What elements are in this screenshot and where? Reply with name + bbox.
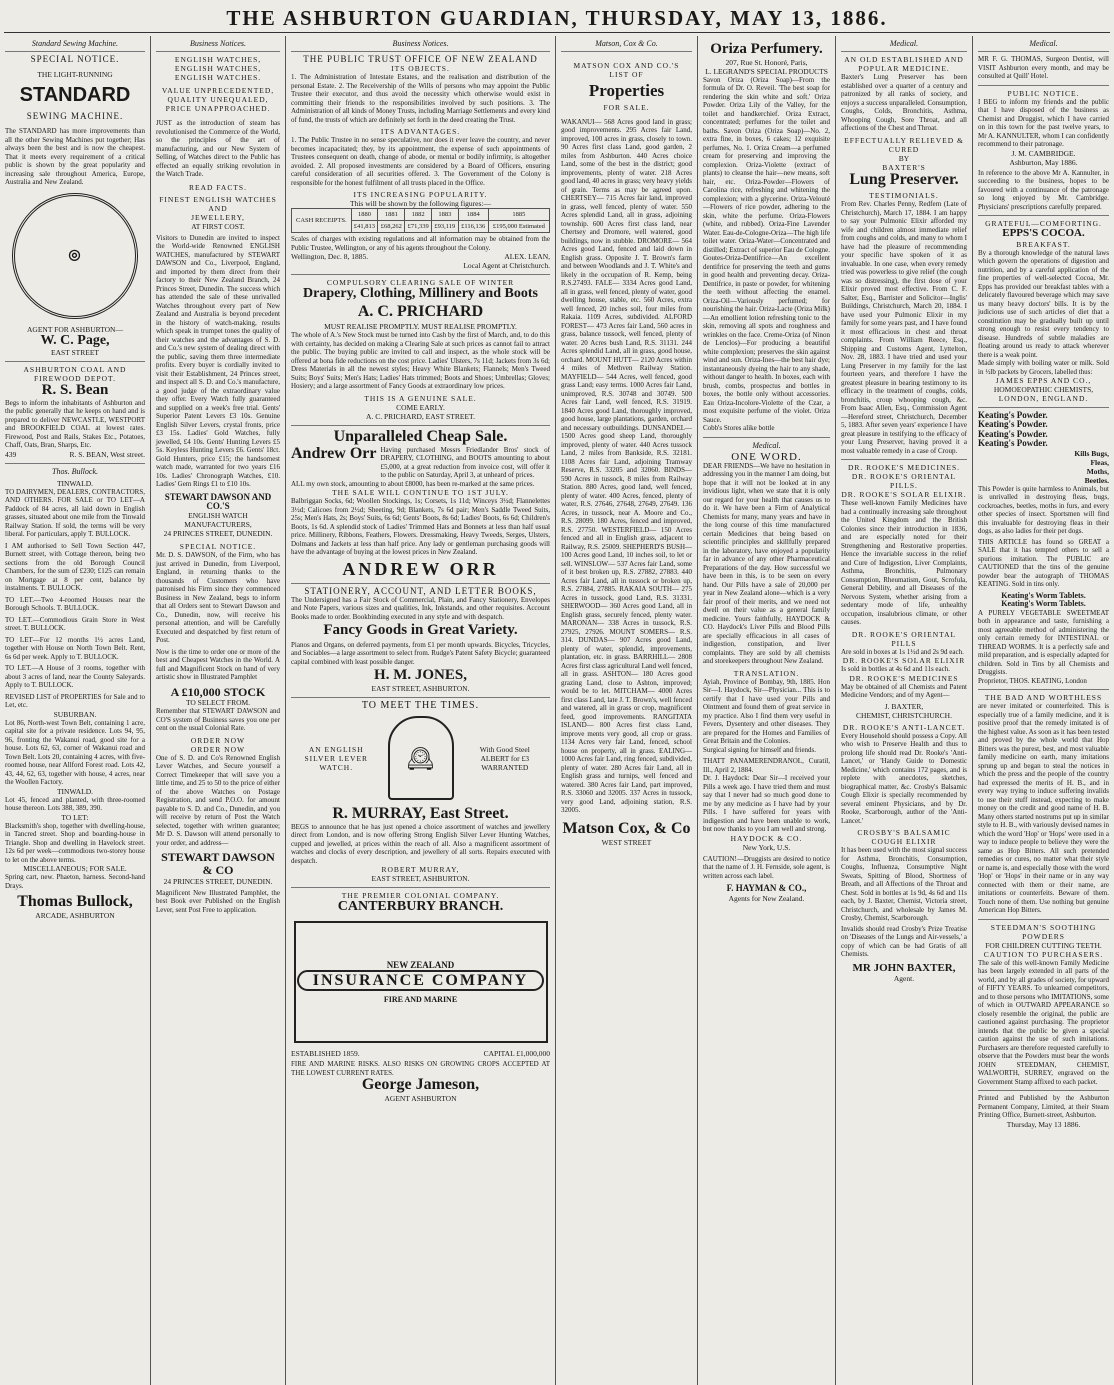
oriza-sub: L. LEGRAND'S SPECIAL PRODUCTS (705, 66, 828, 76)
stationery-heading: STATIONERY, ACCOUNT, AND LETTER BOOKS, (304, 585, 537, 596)
advantages-heading: ITS ADVANTAGES. (380, 127, 461, 136)
jones-ad (291, 583, 550, 698)
murray-sig-2: EAST STREET, ASHBURTON. (371, 874, 470, 884)
anti-lancet-body: Every Household should possess a Copy. All who wish to Preserve Health and thus to prolong life should read Dr. Rooke's 'Anti-Lancet,' or 'Handy Guide to Domestic Medicine,' which contains 172 pages, and is replete with anecdotes, sketches, biographical matter, &c. Crosby's Balsamic Cough Elixir is specially recommended by several eminent Physicians, and by Dr. Rooke, Scarborough, author of the 'Anti-Lancet.' (841, 731, 967, 825)
moths: Moths, (1086, 466, 1109, 476)
public-trust-ad (291, 51, 550, 274)
grateful: GRATEFUL—COMFORTING. (985, 219, 1102, 228)
haydock-ad (703, 437, 830, 907)
orr-side-body: Having purchased Messrs Friedlander Bros' stock of DRAPERY, CLOTHING, and BOOTS amounting to about £5,000, at a great reduction from invoice cost, will offer it to the public on Saturday, April 3, at unheard of prices. (380, 445, 550, 480)
stock-heading: A £10,000 STOCK (170, 684, 266, 699)
old-established: AN OLD ESTABLISHED AND POPULAR MEDICINE. (844, 55, 964, 73)
one-word: ONE WORD. (731, 450, 802, 463)
must-realise: MUST REALISE PROMPTLY. MUST REALISE PROMPTLY. (324, 322, 517, 332)
imprint-date: Thursday, May 13 1886. (1006, 1119, 1081, 1129)
properties-body: WAKANUI— 568 Acres good land in grass; good improvements. 295 Acres fair Land, improved, 100 acres in grass, closely to town. 90 Acres first class Land, good garden, 2 miles from Ashburton. 440 Acres choice Land, some of the best in the district; good improvements, plenty of water. 218 Acres good land, 40 acres in grass; very heavy yields of grain. Terms as may be agreed upon. CHERTSEY— 715 Acres fair land, improved in grass, well fenced, plenty of water. 550 Acres splendid Land, all in grass, adjoining township. 600 Acres first class land, near Chertsey and Dromore, well watered, good buildings, now in stubble. DROMORE— 564 Acres good Land, fenced and laid down in English grass. Opposite J. T. Brown's farm and between Woodlands and J. T. White's and likely in the occupation of R. Kemp, being R.S.27493. FALE— 3334 Acres good Land, all in grass, well fenced, plenty of water, good dwelling house, stable, etc. 560 Acres, extra well fenced, 20 inches soil, four miles from Rakaia. 1109 Acres, subdivided. ALFORD FOREST— 473 Acres fair Land, 560 acres in grass, balance tussock, well fenced, plenty of water. 20 Acres bush Land, R.S. 31131. 244 Acres splendid Land, all in grass, good house, orchard. MOUNT HUTT— 2120 Acres within 4 miles of Methven Railway Station. MAYFIELD— 544 Acres, well fenced, good grass Land; easy terms. 1000 Acres fair Land, unimproved, R.S. 30748 and 30749. 500 Acres fair Land, well fenced, R.S. 31919. 1840 Acres good Land, thoroughly improved, good house, large plantations, garden, orchard and necessary outbuildings. DUNSANDEL— 1500 Acres good sheep Land, thoroughly improved, plenty of water. 440 Acres tussock Land, 2 miles from Bankside, R.S. 32181. 1108 Acres fair Land, adjoining Tramway Reserve, R.S. 33205 and 32060. BINDS— 590 Acres in tussock, 8 miles from Railway Station. 880 Acres, good land, well fenced, plenty of water. 400 Acres, fenced, plenty of water, R.S. 27646, 27648, 27649, 27649. 136 Acres, in tussock, near A. Moore and Co., R.S. 28099. 180 Acres, fenced and improved, R.S. 27750. WESTERFIELD— 150 Acres fenced and all in English grass, adjacent to Railway, R.S. 25009. SHEPHERD'S BUSH— 100 Acres good Land, 10 inches soil, to let or sell. WINSLOW— 537 Acres fair Land, some of it best broken up, R.S. 27882, 27883. 440 Acres fair Land, all in tussock or broken up, R.S. 27884, 27885. RAKAIA SOUTH— 275 Acres in tussock, good Land, R.S. 31331. SHERWOOD— 360 Acres good Land, all in English grass, securely fenced, plenty water. MARONAN— 338 Acres in tussock, R.S. 27925, 27926. MOUNT SOMERS— R.S. 314. DUNDAS— 907 Acres good Land, plenty of water, splendid, improvements, plantation, etc. in grass. BARRHILL— 2808 Acres first class agricultural Land well fenced, all in grass. ASHTON— 180 Acres good grazing Land, close to Ashton, improved; would be to let. MITCHAM— 4000 Acres first class Land, late J. T. Brown's, well fenced and watered, all in grass or crop, magnificent feed, good improvements. RANGITATA ISLAND— 800 Acres first class Land, improve ments very good, all crop or grass. 1134 Acres very fair Land, fenced, school house on property, all in grass. EALING— 1000 Acres fair Land, ring fenced, subdivided, plenty of water. 280 Acres fair Land, all in English grass and turnips, well fenced and watered. 380 Acres fair Land, part improved, R.S. 33060 and 32005. 337 Acres in tussock, very good Land, adjoining station, R.S. 32005. (561, 117, 692, 815)
worm-body: A PURELY VEGETABLE SWEETMEAT both in appearance and taste, furnishing a most agreeable method of administering the only certain remedy for INTESTINAL or THREAD WORMS. It is a perfectly safe and mild preparation, and is especially adapted for children. Sold in Tins by all Chemists and Druggists. (978, 608, 1109, 677)
orr-body: Balbriggan Socks, 6d; Woollen Stockings, 1s; Corsets, 1s 11d; Winceys 3½d; Flannelettes 3½d; Calicoes from 2½d; Sheeting, 9d; Blankets, 7s 6d pair; Men's Saddle Tweed Suits, 25s; Men's Hats, 2s; Boys' Suits, 6s 6d; Gents' Boots, 8s 6d; Ladies' Boots, 6s 6d; Children's Boots, 1s 6d. A splendid stock of Ladies' Trimmed Hats and Bonnets at less than half usual price. Millinery, Ribbons, Feathers, Flowers. Dressmaking, Heavy Tweeds, Serges, Ulsters, Dolmans and Jackets at less than half price. Any lady or gentleman purchasing goods will have the advantage of buying at the lowest prices in New Zealand. (291, 497, 550, 557)
testimonials: TESTIMONIALS. (869, 191, 939, 201)
matson-address: WEST STREET (601, 837, 652, 847)
rooke-line-6: May be obtained of all Chemists and Patent Medicine Vendors; and of my Agent— (841, 682, 967, 700)
table-year: 1885 (488, 209, 549, 221)
receipts-table (291, 208, 550, 233)
andrew-orr-banner: ANDREW ORR (342, 558, 499, 579)
caution: CAUTION!—Druggists are desired to notice that the name of J. H. Fernside, sole agent, is written across each label. (703, 854, 830, 880)
rooke-line-4: Is sold in bottles at 4s 6d and 11s each. (841, 665, 951, 674)
london: LONDON, ENGLAND. (998, 394, 1089, 404)
ad-body: The STANDARD has more improvements than all the other Sewing Machines put together; Has always been the best and is now the cheapest. That it meets every requirement of a critical public is shown by the great popularity and increasing sale throughout America, Europe, Australia and New Zealand. (5, 127, 145, 186)
increasing-sub: This will be shown by the following figures:— (349, 199, 492, 208)
trust-body: 1. The Administration of Intestate Estates, and the realisation and distribution of the personal Estate. 2. The Receivership of the Wills of persons who may appoint the Public Trustee their executor, and thus avoid the necessity which otherwise would exist in committing their friends to the responsibilities involved by such positions. 3. The Administration of all kinds of Money Trusts, including Marriage Settlements and every kind of fund, the trusts of which are definitely set forth in the deed creating the Trust. (291, 73, 550, 124)
table-year: 1882 (405, 209, 432, 221)
baxter-signature: J. BAXTER, (884, 701, 924, 711)
worm-tablets-2: Keating's Worm Tablets. (1001, 599, 1086, 609)
watch-line: WATCH. (319, 762, 354, 772)
stewart-dawson-address: 24 PRINCES STREET, DUNEDIN. (163, 876, 273, 886)
fire-marine: FIRE AND MARINE RISKS. ALSO RISKS ON GROWING CROPS ACCEPTED AT THE LOWEST CURRENT RATES. (291, 1060, 550, 1077)
epps-body: By a thorough knowledge of the natural laws which govern the operations of digestion and nutrition, and by a careful application of the fine properties of well-selected Cocoa, Mr. Epps has provided our breakfast tables with a delicately flavoured beverage which may save us many heavy doctors' bills. It is by the judicious use of such articles of diet that a constitution may be gradually built up until strong enough to resist every tendency to disease. Hundreds of subtle maladies are floating around us ready to attack wherever there is a weak point. (978, 248, 1109, 359)
jones-address: EAST STREET, ASHBURTON. (371, 684, 470, 694)
silver-line: SILVER LEVER (304, 753, 369, 763)
steedman-sub: FOR CHILDREN CUTTING TEETH. (985, 940, 1102, 950)
first-cost: AT FIRST COST. (191, 221, 245, 231)
baxter-signature-2: CHEMIST, CHRISTCHURCH. (856, 710, 952, 720)
column-header: Matson, Cox & Co. (595, 39, 658, 48)
table-value: £41,813 (351, 221, 378, 233)
keatings-4: Keating's Powder. (978, 438, 1048, 449)
now-body: Now is the time to order one or more of the best and Cheapest Watches in the World. A full and Magnificent Stock on hand of very artistic show in Illustrated Pamphlet (156, 647, 280, 682)
crest-top-text: NEW ZEALAND (386, 959, 455, 970)
agents-name: F. HAYMAN & CO., (726, 883, 807, 894)
table-value: £116,136 (458, 221, 488, 233)
genuine-sale: THIS IS A GENUINE SALE. (364, 393, 477, 403)
waltham-watch-emblem (12, 193, 138, 319)
table-value: £71,339 (405, 221, 432, 233)
translation: TRANSLATION. (733, 668, 800, 678)
stewart-heading: STEWART DAWSON AND CO.'S (164, 491, 272, 511)
stewart-heading-2: ENGLISH WATCH MANUFACTURERS, (184, 511, 252, 530)
jones-name: H. M. JONES, (374, 667, 467, 684)
to-let-3: TO LET—For 12 months 1½ acres Land, together with House on North Town Belt. Rent, 6s 6d per week. Apply to T. BULLOCK. (5, 635, 145, 661)
standard-sewing-machine-ad (5, 51, 145, 361)
thomas-dentist-ad (978, 51, 1109, 85)
oriza-sig: Cobb's Stores alike bottle (703, 424, 775, 433)
insurance-crest-emblem (294, 921, 548, 1043)
lean-title: Local Agent at Christchurch. (463, 261, 550, 270)
english-line: AN ENGLISH (308, 744, 364, 754)
scales-note: Scales of charges with existing regulations and all information may be obtained from the Public Trustee, Wellington, or any of his agents throughout the Colony. (291, 235, 550, 252)
capital: CAPITAL £1,000,000 (483, 1049, 550, 1059)
keatings-body: This Powder is quite harmless to Animals, but is unrivalled in destroying fleas, bugs, cockroaches, beetles, moths in furs, and every other species of insect. Sportsmen will find this invaluable for destroying fleas in their dogs, as also ladies for their pet dogs. (978, 484, 1109, 536)
stock-sub: TO SELECT FROM. (185, 698, 251, 708)
watches-line-3: ENGLISH WATCHES. (174, 73, 262, 82)
orr-all: ALL my own stock, amounting to about £8000, has been re-marked at the same prices. (291, 479, 535, 488)
worm-tablets-1: Keating's Worm Tablets. (1001, 590, 1086, 600)
column-6 (835, 36, 972, 1385)
authorised-notice: I AM authorised to Sell Town Section 447, Burnett street, with Cottage thereon, being two sections from the old Borough Council Chambers, for the sum of £230; £125 can remain on Mortgage at 8 per cent, balance by instalments. T. BULLOCK. (5, 541, 145, 593)
suburban-body: Lot 86, North-west Town Belt, containing 1 acre, capital site for a private residence. Lots 94, 95, 96, fronting the Wakanui road, good site for a house. Lots 62, 63, corner of Wakanui road and Town Belt. Lots 20, containing 4 acres, with five-roomed house, near Allford Forest road. Lots 42, 43, 44, 62, 63, together with house, 4 acres, near the Woollen Factory. (5, 718, 145, 787)
beetles: Beetles. (1084, 475, 1109, 485)
bean-number: 439 (5, 449, 17, 459)
stationery-body: The Undersigned has a Fair Stock of Commercial, Plain, and Fancy Stationery, Envelopes and Note Papers, various sizes and qualities, Ink, Inkstands, and other requisites. Account Books made to order. Bookbinding executed in any style and with despatch. (291, 595, 550, 621)
pamphlet-note: Magnificent New Illustrated Pamphlet, the best Book ever Published on the English Lever, sent Post Free to application. (156, 888, 280, 914)
fleas: Fleas, (1090, 457, 1109, 467)
intro-body: JUST as the introduction of steam has revolutionised the Commerce of the World, so the principles of the art of manufacturing, and our New System of Selling, of Watches direct to the Public has effected an equally striking revolution in the Watch Trade. (156, 119, 280, 178)
matson-heading: MATSON COX AND CO.'S (573, 61, 680, 70)
matson-signature: Matson Cox, & Co (562, 819, 691, 837)
jameson-name: George Jameson, (361, 1076, 480, 1094)
crosby-body: It has been used with the most signal success for Asthma, Bronchitis, Consumption, Coughs, Influenza, Consumptive Night Sweats, Spitting of Blood, Shortness of Breath, and all Affections of the Throat and Chest. Sold in bottles at 1s 9d, 4s 6d and 11s each, by J. Baxter, Chemist, Victoria street, Christchurch, and wholesale by James M. Crosby, Chemist, Scarborough. (841, 846, 967, 923)
advantages-body: 1. The Public Trustee in no sense speculative, nor does it ever leave the country, and never becomes incapacitated; they, by its appointment, the expense of such appointments of Trustees consequent on death, change of abode, or mental or bodily infirmity, is altogether avoided. 2. All proposed investments are considered by a Board of Officers, ensuring careful consideration of all securities offered. 3. The Government of the Colony is responsible for the honest fulfilment of all trusts placed in the Office. (291, 136, 550, 187)
bean-body: Begs to inform the inhabitants of Ashburton and the public generally that he keeps on hand and is prepared to deliver NEWCASTLE, WESTPORT and BROOKFIELD COAL at lowest rates. Firewood, Post and Rails, Stakes Etc., Potatoes, Chaff, Oats, Bran, Sharps, Etc. (5, 398, 145, 450)
column-header: Business Notices. (392, 39, 449, 48)
haydock-address: New York, U.S. (742, 842, 791, 852)
baxter-body: Baxter's Lung Preserver has been established over a quarter of a century and patronized by all ranks of society, and enjoys a success unparalleled. Consumption, Coughs, Colds, Bronchitis, Asthma, Whooping Cough, Sore Throat, and all affections of the Chest and Throat. (841, 73, 967, 132)
table-year: 1883 (432, 209, 459, 221)
baxters-line: BAXTER'S (882, 162, 926, 172)
stock-body: Remember that STEWART DAWSON and CO'S system of Business saves you one per cent on the usual Colonial Rate. (156, 707, 280, 733)
keatings-body-2: THIS ARTICLE has found so GREAT a SALE that it has tempted others to sell a spurious imitation. The PUBLIC are CAUTIONED that the tins of the genuine powder bear the autograph of THOMAS KEATING. Sold in tins only. (978, 537, 1109, 589)
james-epps: JAMES EPPS AND CO., (995, 376, 1092, 386)
breakfast: BREAKFAST. (1016, 239, 1071, 249)
effectually: EFFECTUALLY RELIEVED & CURED (844, 135, 964, 154)
ad-title-2: SEWING MACHINE. (26, 111, 124, 121)
column-3 (285, 36, 555, 1385)
canterbury-heading: CANTERBURY BRANCH. (337, 899, 504, 915)
homeopathic: HOMOEOPATHIC CHEMISTS, (993, 385, 1094, 395)
orders-body: One of S. D. and Co's Renowned English Lever Watches, and Secure yourself a Correct Timekeeper that will save you a little time, and 25 to 50 to the price of either of the above Watches on Postage Registration, and send P.O.O. for amount payable to S. D. and Co., Dunedin, and you will receive by return of Post the Watch selected, together with written guarantee; Mr D. S. Dawson will attend personally to your order, and address— (156, 753, 280, 847)
ad-subheading: THE LIGHT-RUNNING (37, 70, 113, 79)
keatings-2: Keating's Powder. (978, 419, 1048, 430)
stewart-dawson-ad (156, 51, 280, 918)
column-2 (150, 36, 285, 1385)
agent-name: W. C. Page, (40, 332, 110, 348)
tinwald-heading: TINWALD. (56, 478, 94, 488)
drapery-heading: Drapery, Clothing, Millinery and Boots (303, 286, 538, 301)
newspaper-title: THE ASHBURTON GUARDIAN, THURSDAY, MAY 13, 1886. (226, 6, 888, 30)
sale-continue: THE SALE WILL CONTINUE TO 1ST JULY. (332, 488, 509, 498)
murray-sig: ROBERT MURRAY, (381, 865, 460, 875)
epps-title: EPPS'S COCOA. (1002, 227, 1085, 239)
keatings-ad (978, 407, 1109, 689)
rooke-ad (841, 459, 967, 987)
for-sale: FOR SALE. (603, 102, 650, 112)
stewart-address: 24 PRINCES STREET, DUNEDIN. (163, 529, 273, 539)
table-value: £68,262 (378, 221, 405, 233)
bullock-ads (5, 463, 145, 924)
premier-heading: THE PREMIER COLONIAL COMPANY. (341, 891, 500, 901)
haydock-body: Dr. J. Haydock: Dear Sir—I received your Pills a week ago. I have tried them and must say that I never had so much good done to me by any medicine as I have had by your Pills. I have suffered for years with indigestion and have been unable to work, but now thanks to you I am well and strong. (703, 774, 830, 834)
misc-heading: MISCELLANEOUS; FOR SALE. (23, 864, 127, 874)
watches-line-2: ENGLISH WATCHES, (174, 64, 262, 73)
misc-body: Spring cart, new. Phaeton, harness. Second-hand Drays. (5, 873, 145, 890)
coal-title: ASHBURTON COAL AND FIREWOOD DEPOT. (23, 365, 127, 384)
prichard-body: The whole of A.'s New Stock must be turned into Cash by the first of March, and, to do this with certainty, has decided on making a Clearing Sale at such prices as cannot fail to attract the public. The buying public are invited to call and inspect, as the whole stock will be offered at bona fide reductions on the cost price. Ladies' Ulsters, 7s 11d; Jackets from 3s 6d; Dress Materials in all the newest styles; Heavy White Blankets; Flannels; Men's Tweed Suits; Boys' Suits; Men's Hats; Ladies' Hats trimmed; Boots and Shoes; Umbrellas; Gloves; Hosiery; and a large assortment of Fancy Goods at extraordinary low prices. (291, 331, 550, 391)
to-let-body: Blacksmith's shop, together with dwelling-house, in Tancred street. Shop and boarding-house in Triangle. Shop and dwelling in Havelock street. 12s 6d per week—commodious two-storey house to let on the above terms. (5, 821, 145, 864)
john-baxter-signature: MR JOHN BAXTER, (852, 961, 956, 974)
special-notice: SPECIAL NOTICE. (179, 542, 257, 552)
steedman-heading: STEEDMAN'S SOOTHING POWDERS (990, 922, 1097, 941)
oriza-body: Savon Oriza (Oriza Soap)—From the formula of Dr. O. Reveil. 'The best soap for rendering the skin white and soft.' Oriza Powder. Oriza Lily of the Valley, for the toilet and handkerchief. Oriza Extract, concentrated; perfumes for the toilet and baths. Savon Oriza (Oriza Soap)—No. 2, extra fine, in boxes, 6 cakes; 12 exquisite perfumes, No. 1. Oriza Cream—a perfumed cream for preserving and improving the complexion. Oriza-Violette (extract of plants) to cleanse the hair—new means, soft hair, etc. Oriza-Powder—Flowers of Carolina rice, refreshing and whitening the complexion; with a glycerine. Oriza-Velouté—Flowers of rice powder, adhering to the skin, white the perfume. Oriza-Flowers (white, and rubbed). Oriza-Fine Lavender Water. Eau-de-Cologne-Oriza—The high life toilet water. Oriza-Water—Concentrated and distilled; Extract of superior Eau de Cologne. Goutes-Oriza-Dentifrice—An excellent dentifrice for preserving the teeth and gums in good health and preventing decay. Oriza-Dentifrice, in paste or powder, for whitening the teeth without affecting the enamel. Oriza-Oil—Variously perfumed; for nourishing the hair. Oriza-Lacte (Oriza Milk)—An emollient lotion refreshing tonic to the skin, removing all spots and roughness and wrinkles on the face. Creme-Oriza (of Ninon de Lenclos)—For producing a beautiful white complexion; preserves the skin against wind and sun. Oriza-Ines—the best hair dye; instantaneously dyeing the hair to any shade, without danger to health. In boxes, each with brush, combs, prospectus and bottles in boxes, the bottle only without accessories. Eau Oriza-Incolore-Violette of the Czar, a most exquisite perfume of the violet. Oriza Sauce. (703, 75, 830, 424)
reference-body: In reference to the above Mr A. Kannulter, in succeeding to the business, hopes to be favoured with a continuance of the patronage so long enjoyed by Mr. Cambridge. Physicians' prescriptions carefully prepared. (978, 168, 1109, 211)
oriza-ad (703, 39, 830, 437)
by-line: BY (898, 153, 910, 163)
column-header: Standard Sewing Machine. (31, 39, 119, 48)
special-notice-heading: SPECIAL NOTICE. (30, 54, 120, 64)
meet-times: TO MEET THE TIMES. (361, 700, 480, 712)
murray-heading: R. MURRAY, East Street. (332, 805, 509, 823)
keatings-3: Keating's Powder. (978, 428, 1048, 439)
keatings-1: Keating's Powder. (978, 410, 1048, 421)
printed-line: Printed and Published by the Ashburton Permanent Company, Limited, at their Steam Printing Office, Burnett-street, Ashburton. (978, 1094, 1109, 1120)
tinwald-body: TO DAIRYMEN, DEALERS, CONTRACTORS, AND OTHERS. FOR SALE or TO LET—A Paddock of 84 acres, all laid down in English grasses, situated about one mile from the Tinwald Railway Station. If sold, the terms will be very liberal. For particulars, apply T. BULLOCK. (5, 487, 145, 539)
anti-lancet: DR. ROOKE'S ANTI-LANCET. (842, 722, 966, 732)
baxter-ad (841, 51, 967, 459)
agents-title: Agents for New Zealand. (728, 893, 805, 903)
watches-body: Visitors to Dunedin are invited to inspect the World-wide Renowned ENGLISH WATCHES, manufactured by STEWART DAWSON and Co., Liverpool, England, and imported by them direct from their factory to their New Zealand Branch, 24 Princes Street, Dunedin. The success which has attended the sale of these unrivalled Watches throughout every part of New Zealand and Australia is beyond precedent in the history of watch-making, results which speak in trumpet tones the quality of their watches and the advantages of S. D. and Co.'s new system of dealing direct with the public, saving them three intermediate profits. Every buyer is cordially invited to visit their Establishment, 24 Princes street, and inspect all S. D. and Co.'s manufacture, a good judge of the extraordinary value they offer. Every Watch fully guaranteed and supplied on a week's free trial. Gents' Superior Patent Levers £3 10s. Genuine English Silver Levers, crystal fronts, price £3 15s. Ladies' Gold Watches, fully jewelled, £4 10s. Gents' Hunting Levers £5 5s. Keyless Hunting Levers £6. Gents' 18ct. Gold Hunters, price £15; the handsomest watch made, warranted for two years £16 10s. Ladies' Chronograph Watches, £10. Ladies' Gem Rings £1 to £10 10s. (156, 233, 280, 488)
hop-bitters-ad (978, 689, 1109, 919)
finest-line: FINEST ENGLISH WATCHES AND (159, 194, 277, 213)
to-let-4: TO LET.—A House of 3 rooms, together with about 3 acres of land, near the County Saleyards. Apply to T. BULLOCK. (5, 664, 145, 690)
masthead-rule (4, 32, 1110, 33)
keating-signature: Proprietor, THOS. KEATING, London (978, 676, 1087, 685)
kills-bugs: Kills Bugs, (1074, 448, 1109, 458)
price-line: PRICE UNAPPROACHED. (165, 104, 271, 113)
oriza-address: 207, Rue St. Honoré, Paris, (725, 57, 808, 67)
jameson-title: AGENT ASHBURTON (384, 1093, 457, 1103)
objects-heading: ITS OBJECTS. (391, 64, 450, 73)
signed-line: Surgical signing for himself and friends. (703, 745, 817, 754)
prichard-name: A. C. PRICHARD (357, 302, 484, 320)
established: ESTABLISHED 1859. (291, 1049, 360, 1059)
properties-heading: Properties (588, 81, 665, 100)
invalids: Invalids should read Crosby's Prize Treatise on 'Diseases of the Lungs and Air-vessels,' a copy of which can be had Gratis of all Chemists. (841, 924, 967, 959)
oriza-title: Oriza Perfumery. (710, 41, 823, 57)
rooke-body: These well-known Family Medicines have had a continually increasing sale throughout the United Kingdom and the British Colonies since their introduction in 1836, and are especially noted for their Strengthening and Restorative properties. Hence the invariable success in the relief and Cure of Indigestion, Liver Complaints, Asthma, Bronchitis, Pulmonary Consumption, Rheumatism, Gout, Scrofula, General Debility, and all Diseases of the Nervous System, whether arising from a sedentary mode of life, unhealthy occupation, insalubrious climate, or other causes. (841, 499, 967, 627)
column-header: Medical. (889, 39, 919, 48)
translation-body: Ayiah, Province of Bombay, 9th, 1885. Hon Sir—I. Haydock, Sir—Physician... This is to certify that I have used your Pills and Ointment and found them of great service in my practice. Also I find them very useful in Fevers, Dysentery and other diseases. They are prepared for the Homes and Families of Great Britain and the Colonies. (703, 677, 830, 746)
bad-body: are never imitated or counterfeited. This is especially true of a family medicine, and it is positive proof that the remedy imitated is of the highest value. As soon as it has been tested and proved by the whole world that Hop Bitters was the purest, best, and most valuable family medicine on earth, many imitations sprung up and began to steal the notices in which the press and the people of the country had expressed the merits of H. B., and in every way trying to induce suffering invalids to use their stuff instead, expecting to make money on the credit and good name of H. B. Many others started nostrums put up in similar style to H. B., with variously devised names in which the word 'Hop' or 'Hops' were used in a way to induce people to believe they were the same as Hop Bitters. All such pretended remedies or cures, no matter what their style or name is, and especially those with the word 'Hop' or 'Hops' in their name or in any way connected with them or their name, are imitations or counterfeits. Beware of them. Touch none of them. Use nothing but genuine American Hop Bitters. (978, 702, 1109, 915)
bean-signature: R. S. BEAN, West street. (69, 449, 145, 459)
public-notice: PUBLIC NOTICE. (1007, 88, 1080, 98)
agent-heading: AGENT FOR ASHBURTON— (27, 324, 123, 334)
agent-address: EAST STREET (51, 348, 99, 358)
increasing-heading: ITS INCREASING POPULARITY. (353, 190, 488, 199)
quality-line: QUALITY UNEQUALED, (167, 95, 269, 104)
rooke-solar: DR. ROOKE'S SOLAR ELIXIR. (841, 490, 967, 500)
unparalleled-heading: Unparalleled Cheap Sale. (333, 427, 508, 445)
prichard-ad (291, 274, 550, 425)
trust-title: THE PUBLIC TRUST OFFICE OF NEW ZEALAND (303, 54, 538, 64)
rooke-oriental: DR. ROOKE'S ORIENTAL PILLS. (851, 472, 957, 491)
albert-line: ALBERT for £3 (480, 753, 530, 763)
murray-body: BEGS to announce that he has just opened a choice assortment of watches and jewellery direct from London, and is now offering Strong English Silver Lever Hunting Watches, cupped and jewelled, at prices within the reach of all. Also a magnificent assortment of watches and clocks of every description, and jewellery of all sorts. Repairs executed with despatch. (291, 822, 550, 865)
list-of: LIST OF (609, 70, 644, 79)
crest-motto: FIRE AND MARINE (383, 994, 458, 1004)
epps-sold: Made simply with boiling water or milk. Sold in ½lb packets by Grocers, labelled thus: (978, 359, 1109, 376)
steel-line: With Good Steel (479, 744, 530, 754)
steedman-ad (978, 919, 1109, 1091)
table-value-text: £195,000 (492, 223, 518, 230)
warranted-line: WARRANTED (481, 762, 529, 772)
one-word-body: DEAR FRIENDS—We have no hesitation in addressing you in the manner I am doing, but hope that it will not be looked at in any invidious light, when we state that it is only our regard for your health that causes us to do it. We have been a Firm of Analytical Chemists for many, many years and have in the long course of this time manufactured certain Medicines that being based on scientific principles and skillfully prepared in the laboratory, have enjoyed a popularity far in advance of any other Pharmaceutical Preparations of the day. How successful we have been in this, is to be seen on every hand. Our Pills have a sale of 20,000 per year in New Zealand alone—which is a very fair proof of their merits, and we need not dwell on their value as a general family medicine. Yours faithfully, HAYDOCK & CO. Haydock's Liver Pills and Blood Pills are specially efficacious in all cases of indigestion, constipation, and liver complaints. They are sold by all chemists and storekeepers throughout New Zealand. (703, 461, 830, 666)
bean-name: R. S. Bean (41, 382, 109, 399)
special-body: Mr. D. S. DAWSON, of the Firm, who has just arrived in Dunedin, from Liverpool, England, in returning thanks to the thousands of Customers who have patronised his Firm since they commenced Business in New Zealand, begs to inform that all Orders sent to Stewart Dawson and Co., Dunedin, now, will receive his personal attention, and will be Carefully Executed and despatched by first return of Post. (156, 551, 280, 645)
value-line: VALUE UNPRECEDENTED, (161, 86, 275, 95)
table-year: 1881 (378, 209, 405, 221)
table-value: £93,119 (432, 221, 459, 233)
table-row-label: CASH RECEIPTS. (292, 209, 352, 233)
prichard-address: A. C. PRICHARD, EAST STREET. (366, 411, 475, 421)
bullock-header: Thos. Bullock. (52, 466, 98, 476)
imprint (978, 1090, 1109, 1133)
tinwald2-heading: TINWALD. (56, 786, 94, 796)
fancy-body: Pianos and Organs, on deferred payments, from £1 per month upwards. Bicycles, Tricycles, and Sociables—a large assortment to select from. Rudge's Patent Safety Bicycle; guaranteed capital combined with least possible danger. (291, 640, 550, 666)
rooke-line-3: DR. ROOKE'S SOLAR ELIXIR (842, 656, 966, 666)
steedman-body: The sale of this well-known Family Medicine has been largely extended in all parts of the world, and by all grades of society, for upward of FIFTY YEARS. To unlearned competitors, and to those persons who IMITATIONS, some of which in OUTWARD APPEARANCE so closely resemble the original, the public are cautioned against purchasing. The proprietor intends that the public be given a special caution against the use of such imitations. Purchasers are therefore requested carefully to observe that the Powders must bear the words JOHN STEEDMAN, CHEMIST, WALWORTH, SURREY, engraved on the Government Stamp affixed to each packet. (978, 958, 1109, 1086)
emblem-ring: ◎ (68, 248, 82, 263)
testimonials-body: From Rev. Charles Penny, Redfern (Late of Christchurch), March 17, 1884. I am happy to say your Pulmonic Elixir afforded my wife and children almost immediate relief from coughs and colds, and many to whom I have had the pleasure of recommending your specific have spoken of it as invaluable. In one case, when every remedy tried was powerless to give relief (the cough was so distressing), the first dose of your Elixir proved most effective. From C. F. Salter, Esq., Barrister and Solicitor—Inglis' Buildings, Christchurch, March 20, 1884. I have used your Pulmonic Elixir in my family for some years past, and I have found it most efficacious in chest and throat complaints. From William Reece, Esq., Shipping and Customs Agent, Lyttelton, Nov. 28, 1883. I have tried and used your Lung Preserver in my family for the last fourteen years, and therefore I have the greatest pleasure in bearing testimony to its efficacy in the treatment of coughs, colds, bronchitis, croup whooping cough, &c. From Isaac Allen, Esq., Commission Agent—Hereford street, Christchurch, December 5, 1883. After seven years' experience I have great pleasure in testifying to the efficacy of your Lung Preserver, having proved it a most valuable remedy in a case of Croup. (841, 200, 967, 455)
order-now-2: ORDER NOW (190, 744, 246, 754)
bullock-signature: Thomas Bullock, (17, 893, 133, 911)
rooke-line-2: Are sold in boxes at 1s 1½d and 2s 9d each. (841, 647, 964, 656)
cambridge-body: I BEG to inform my friends and the public that I have disposed of the business as Chemist and Druggist, which I have carried on in this town for the past twelve years, to Mr A. KANNULTER, whom I can confidently recommend to their patronage. (978, 97, 1109, 148)
fancy-heading: Fancy Goods in Great Variety. (323, 622, 518, 639)
medical-header: Medical. (752, 440, 781, 450)
table-year: 1880 (351, 209, 378, 221)
table-year: 1884 (458, 209, 488, 221)
read-facts: READ FACTS. (189, 182, 247, 192)
thatt-line: THATT PANAMERENDRANOL, Curatil, Ill., April 2, 1884. (703, 757, 830, 774)
column-header: Medical. (1029, 39, 1058, 48)
to-let-heading: TO LET: (61, 812, 89, 822)
column-4 (555, 36, 697, 1385)
cambridge-notice (978, 85, 1109, 216)
to-let-1: TO LET.—Two 4-roomed Houses near the Borough Schools. T. BULLOCK. (5, 595, 145, 613)
clock-icon: 🕰 (388, 716, 454, 800)
rooke-medicines: DR. ROOKE'S MEDICINES. (847, 463, 961, 473)
watches-line-1: ENGLISH WATCHES, (174, 55, 262, 64)
andrew-orr-ad (291, 425, 550, 583)
stewart-dawson-big: STEWART DAWSON & CO (161, 850, 275, 878)
table-note: Estimated (518, 223, 545, 230)
bullock-address: ARCADE, ASHBURTON (35, 911, 115, 921)
epps-cocoa-ad (978, 215, 1109, 407)
ad-title: STANDARD (19, 84, 131, 106)
caution-purchasers: CAUTION TO PURCHASERS. (983, 949, 1104, 959)
crest-band: INSURANCE COMPANY (297, 970, 544, 991)
order-now-1: ORDER NOW (190, 735, 246, 745)
lean-name: ALEX. LEAN, (504, 252, 550, 261)
bad-heading: THE BAD AND WORTHLESS (984, 693, 1103, 703)
jewellery-line: JEWELLERY, (191, 212, 245, 222)
column-5 (697, 36, 835, 1385)
column-7 (972, 36, 1114, 1385)
lean-date: Wellington, Dec. 8, 1885. (291, 252, 369, 261)
column-header: Business Notices. (190, 39, 246, 48)
haydock-name: HAYDOCK & CO. (730, 833, 803, 843)
table-value (488, 221, 549, 233)
newspaper-page (0, 36, 1114, 1385)
crosby-heading: CROSBY'S BALSAMIC COUGH ELIXIR (857, 828, 951, 847)
tinwald2-body: Lot 45, fenced and planted, with three-roomed house thereon. Lots 388, 389, 390. (5, 795, 145, 813)
rooke-line-1: DR. ROOKE'S ORIENTAL PILLS (851, 629, 957, 648)
matson-properties-ad (561, 51, 692, 851)
column-1 (0, 36, 150, 1385)
revised-list: REVISED LIST of PROPERTIES for Sale and to Let, etc. (5, 692, 145, 710)
murray-ad (291, 697, 550, 887)
coal-depot-ad (5, 361, 145, 463)
insurance-ad (291, 887, 550, 1106)
orr-name: Andrew Orr (291, 444, 377, 462)
john-baxter-title: Agent. (893, 974, 915, 984)
suburban-heading: SUBURBAN. (53, 709, 97, 719)
thomas-body: MR F. G. THOMAS, Surgeon Dentist, will VISIT Ashburton every month, and may be consulted at Quill' Hotel. (978, 55, 1109, 80)
cambridge-signature: J. M. CAMBRIDGE. (1011, 148, 1076, 158)
rooke-line-5: DR. ROOKE'S MEDICINES (849, 673, 959, 683)
compulsory-heading: COMPULSORY CLEARING SALE OF WINTER (326, 278, 515, 287)
come-early: COME EARLY. (396, 402, 445, 412)
cambridge-date: Ashburton, May 1886. (1009, 157, 1078, 167)
masthead (0, 0, 1114, 36)
to-let-2: TO LET.—Commodious Grain Store in West street. T. BULLOCK. (5, 615, 145, 633)
lung-preserver: Lung Preserver. (849, 170, 959, 188)
